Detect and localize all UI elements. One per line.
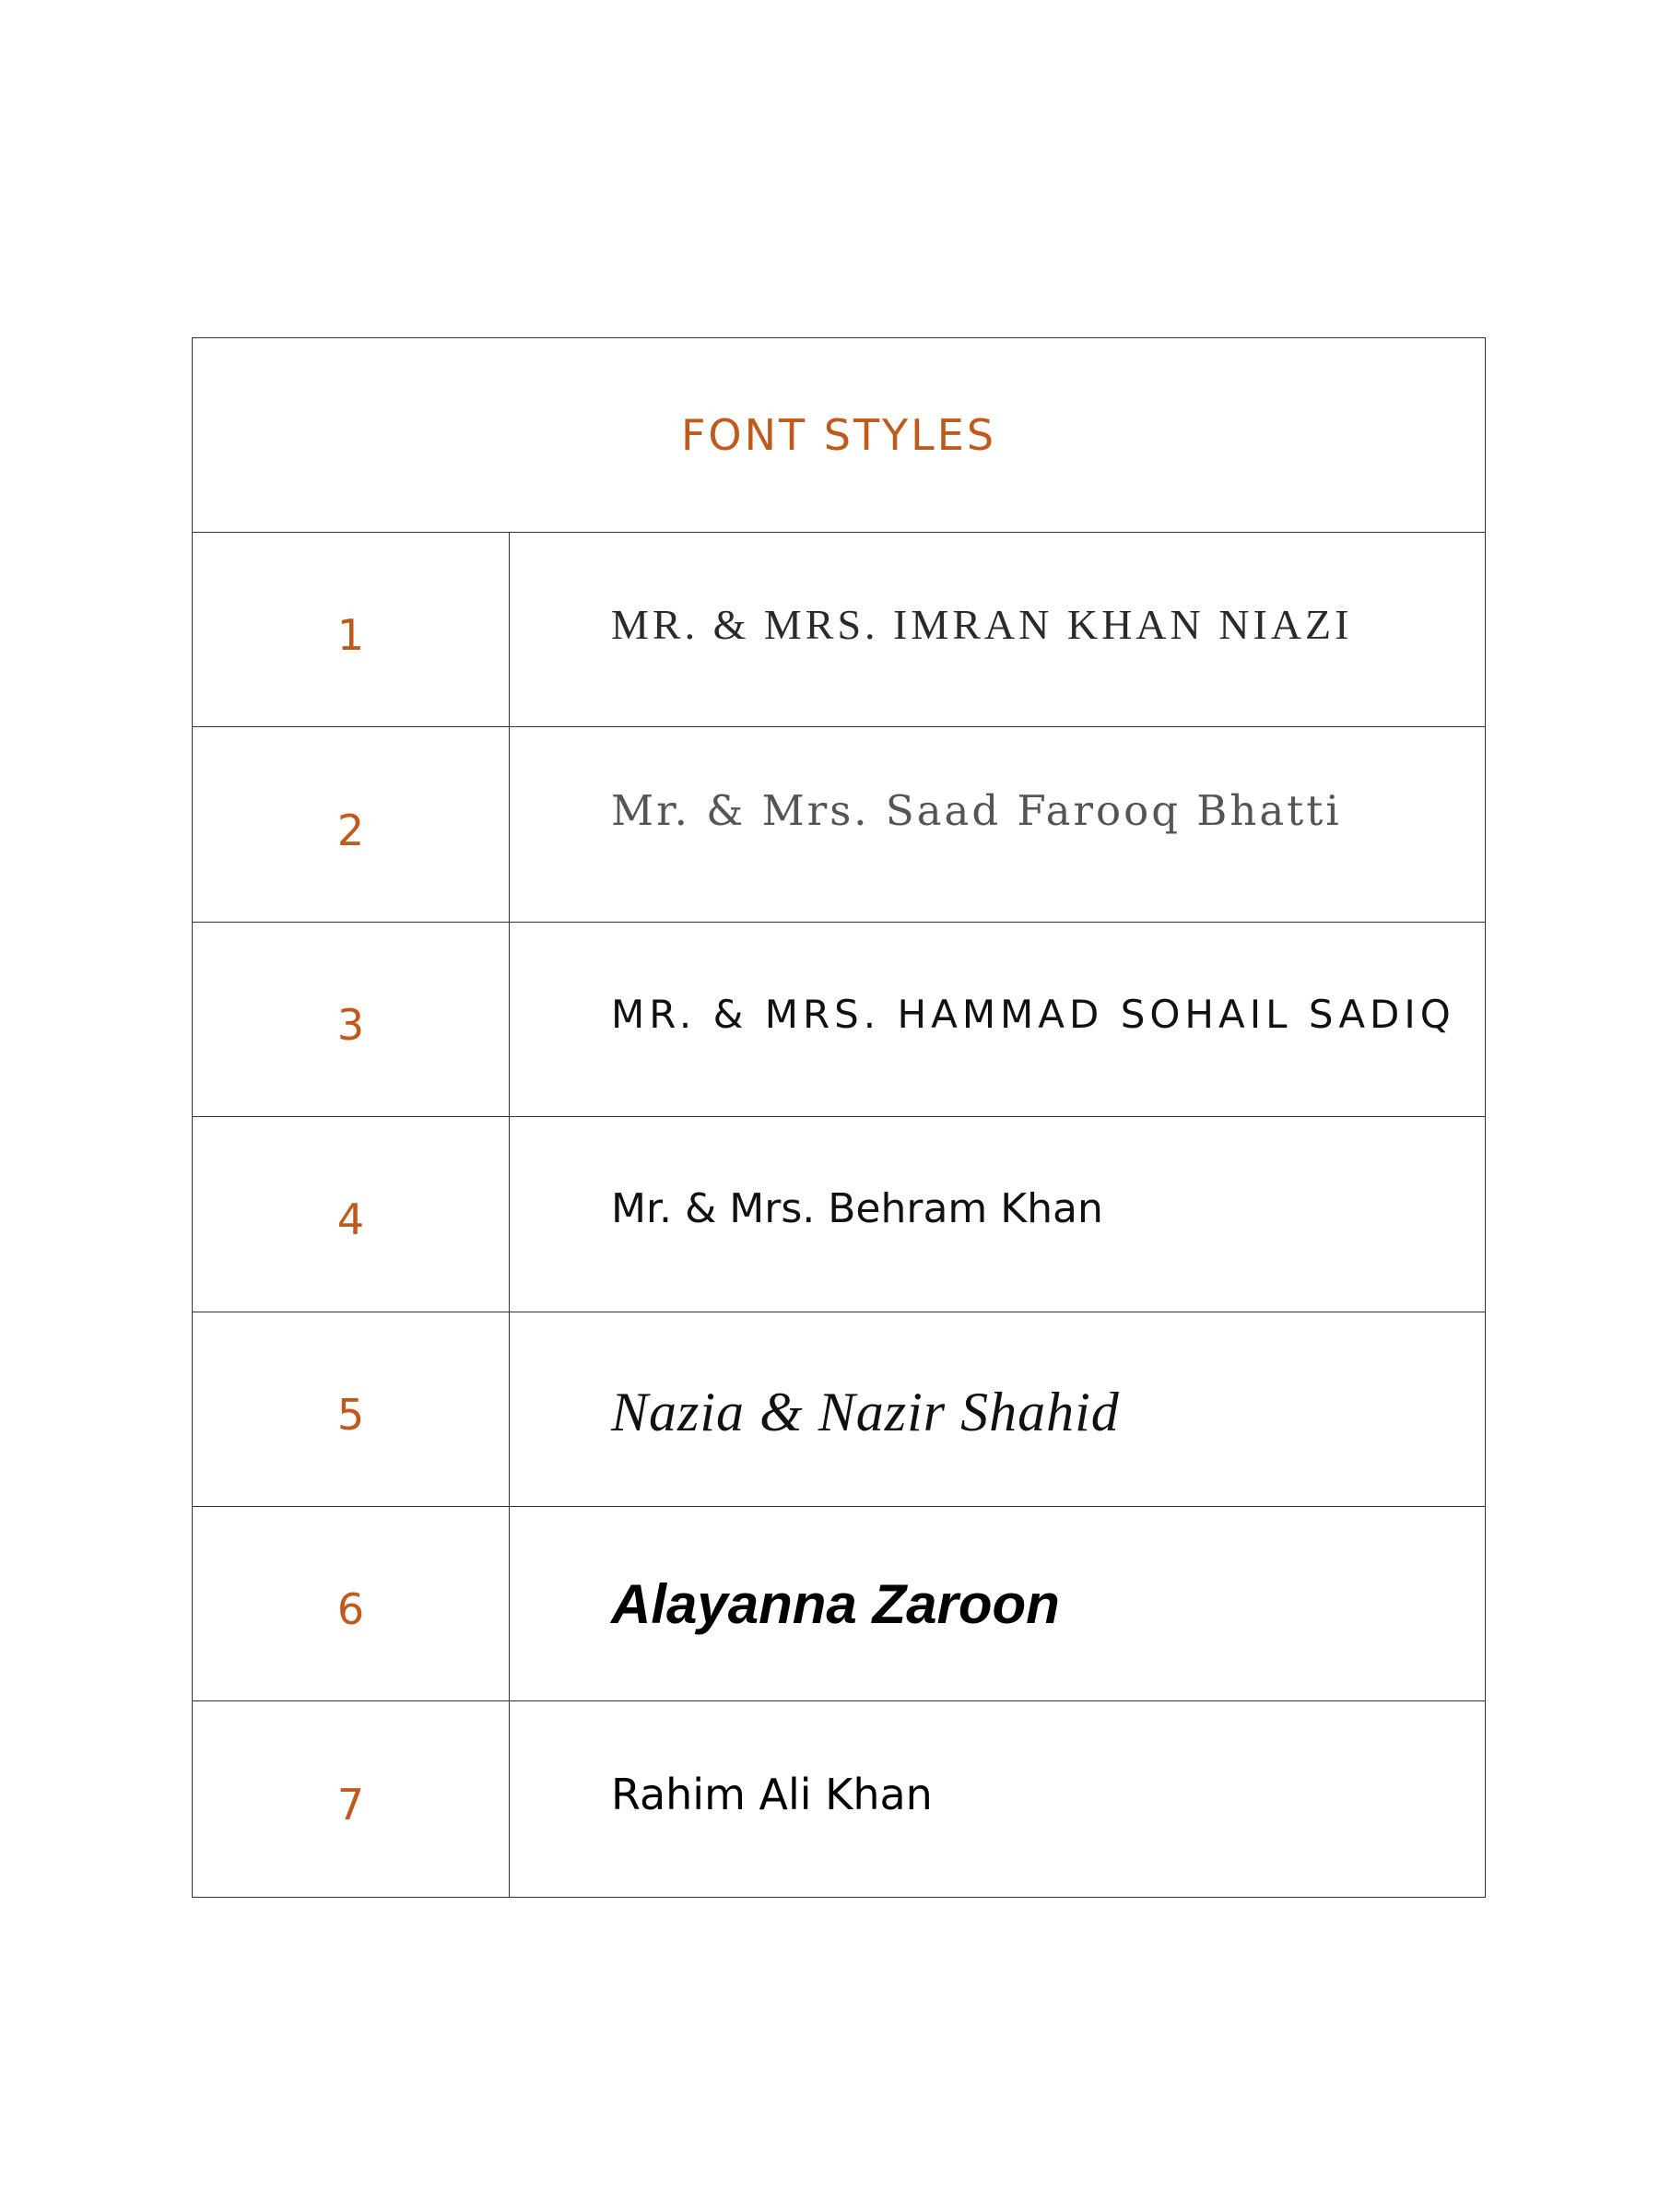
table-row bbox=[193, 1312, 1485, 1507]
table-row bbox=[193, 923, 1485, 1117]
row-number: 5 bbox=[336, 1389, 365, 1440]
table-body bbox=[193, 533, 1485, 1897]
font-sample-text: Alayanna Zaroon bbox=[611, 1572, 1060, 1635]
table-row bbox=[193, 727, 1485, 922]
row-number-cell bbox=[193, 1507, 510, 1700]
table-row bbox=[193, 1701, 1485, 1896]
table-row bbox=[193, 1117, 1485, 1312]
row-number: 4 bbox=[336, 1194, 365, 1245]
font-sample-cell bbox=[510, 727, 1485, 921]
font-sample-text: Rahim Ali Khan bbox=[611, 1770, 933, 1820]
row-number: 1 bbox=[336, 610, 365, 661]
row-number-cell bbox=[193, 1312, 510, 1506]
font-styles-table bbox=[192, 337, 1486, 1898]
font-sample-text: MR. & MRS. IMRAN KHAN NIAZI bbox=[611, 600, 1353, 648]
table-title: FONT STYLES bbox=[680, 410, 997, 460]
row-number: 7 bbox=[336, 1780, 365, 1830]
row-number-cell bbox=[193, 1701, 510, 1896]
font-sample-cell bbox=[510, 923, 1485, 1116]
font-sample-text: MR. & MRS. HAMMAD SOHAIL SADIQ bbox=[611, 992, 1455, 1038]
font-sample-text: Nazia & Nazir Shahid bbox=[611, 1382, 1120, 1443]
font-sample-cell bbox=[510, 1701, 1485, 1896]
font-sample-cell bbox=[510, 1507, 1485, 1700]
font-sample-text: Mr. & Mrs. Behram Khan bbox=[611, 1184, 1103, 1232]
font-sample-cell bbox=[510, 533, 1485, 726]
row-number: 2 bbox=[336, 805, 365, 855]
row-number-cell bbox=[193, 533, 510, 726]
row-number-cell bbox=[193, 1117, 510, 1311]
font-sample-cell bbox=[510, 1312, 1485, 1506]
table-row bbox=[193, 1507, 1485, 1701]
row-number-cell bbox=[193, 923, 510, 1116]
font-sample-cell bbox=[510, 1117, 1485, 1311]
table-row bbox=[193, 533, 1485, 727]
row-number: 3 bbox=[336, 999, 365, 1050]
row-number: 6 bbox=[336, 1584, 365, 1635]
row-number-cell bbox=[193, 727, 510, 921]
font-sample-text: Mr. & Mrs. Saad Farooq Bhatti bbox=[611, 786, 1342, 836]
table-header-row bbox=[193, 338, 1485, 533]
